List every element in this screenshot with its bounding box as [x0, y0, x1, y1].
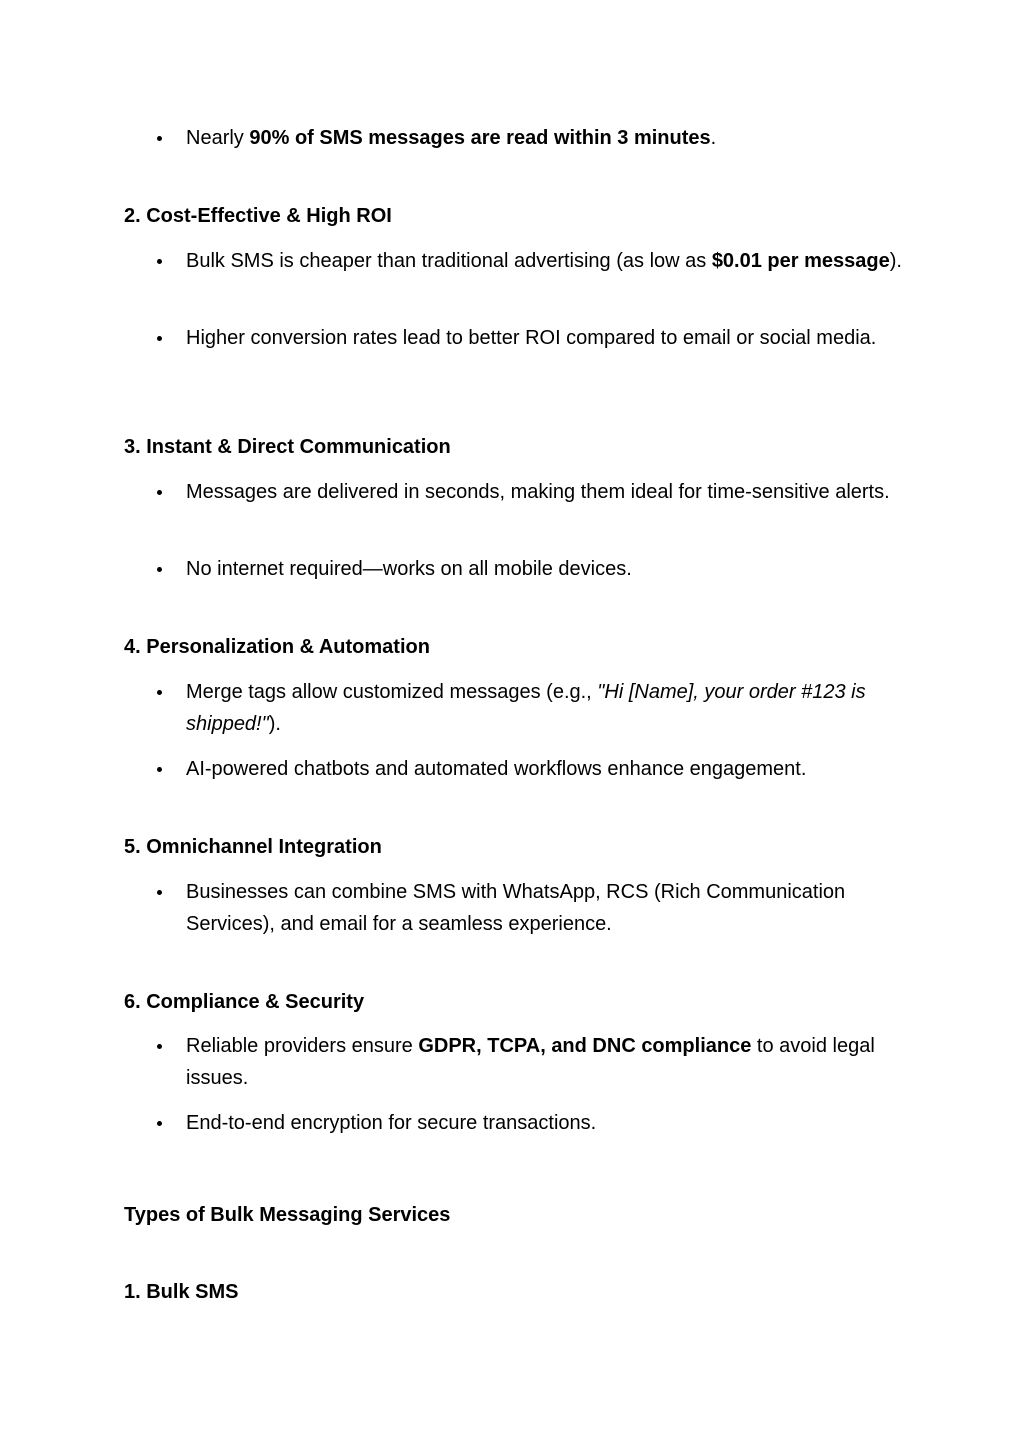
- section-heading-omnichannel: 5. Omnichannel Integration: [124, 836, 382, 858]
- text-run: Bulk SMS is cheaper than traditional advertising (as low as: [186, 250, 712, 272]
- text-run: ).: [268, 712, 281, 735]
- bold-text: 90% of SMS messages are read within 3 minutes: [249, 127, 711, 149]
- list-item-text: [186, 1031, 906, 1094]
- list-item-text: Businesses can combine SMS with WhatsApp, RCS (Rich Communication Services), and email for a seamless experience.: [186, 881, 846, 935]
- bold-text: $0.01 per message: [711, 250, 890, 272]
- list-item-text: Higher conversion rates lead to better ROI compared to email or social media.: [186, 327, 877, 349]
- list-item-text: Messages are delivered in seconds, making them ideal for time-sensitive alerts.: [186, 481, 890, 503]
- section-heading-compliance: 6. Compliance & Security: [124, 991, 365, 1013]
- list-item-text: No internet required—works on all mobile devices.: [186, 558, 632, 580]
- section-heading-instant-communication: 3. Instant & Direct Communication: [124, 436, 451, 458]
- list-item-text: AI-powered chatbots and automated workflows enhance engagement.: [186, 758, 807, 780]
- bold-text: GDPR, TCPA, and DNC compliance: [418, 1035, 752, 1057]
- list-item-text: [186, 123, 906, 155]
- text-run: ).: [889, 250, 902, 272]
- text-run: to avoid legal issues.: [186, 1035, 875, 1089]
- section-heading-types: Types of Bulk Messaging Services: [124, 1204, 451, 1226]
- list-item-text: [186, 677, 906, 740]
- text-run: .: [710, 127, 717, 149]
- text-run: Merge tags allow customized messages (e.g.,: [186, 681, 598, 703]
- text-run: Nearly: [186, 127, 250, 149]
- list-item-text: [186, 246, 906, 278]
- section-heading-personalization: 4. Personalization & Automation: [124, 636, 430, 658]
- section-heading-bulk-sms: 1. Bulk SMS: [124, 1281, 239, 1303]
- list-item-text: End-to-end encryption for secure transactions.: [186, 1112, 597, 1134]
- text-run: Reliable providers ensure: [186, 1035, 419, 1057]
- italic-text: "Hi [Name], your order #123 is shipped!": [186, 681, 866, 735]
- section-heading-cost-effective: 2. Cost-Effective & High ROI: [124, 205, 392, 227]
